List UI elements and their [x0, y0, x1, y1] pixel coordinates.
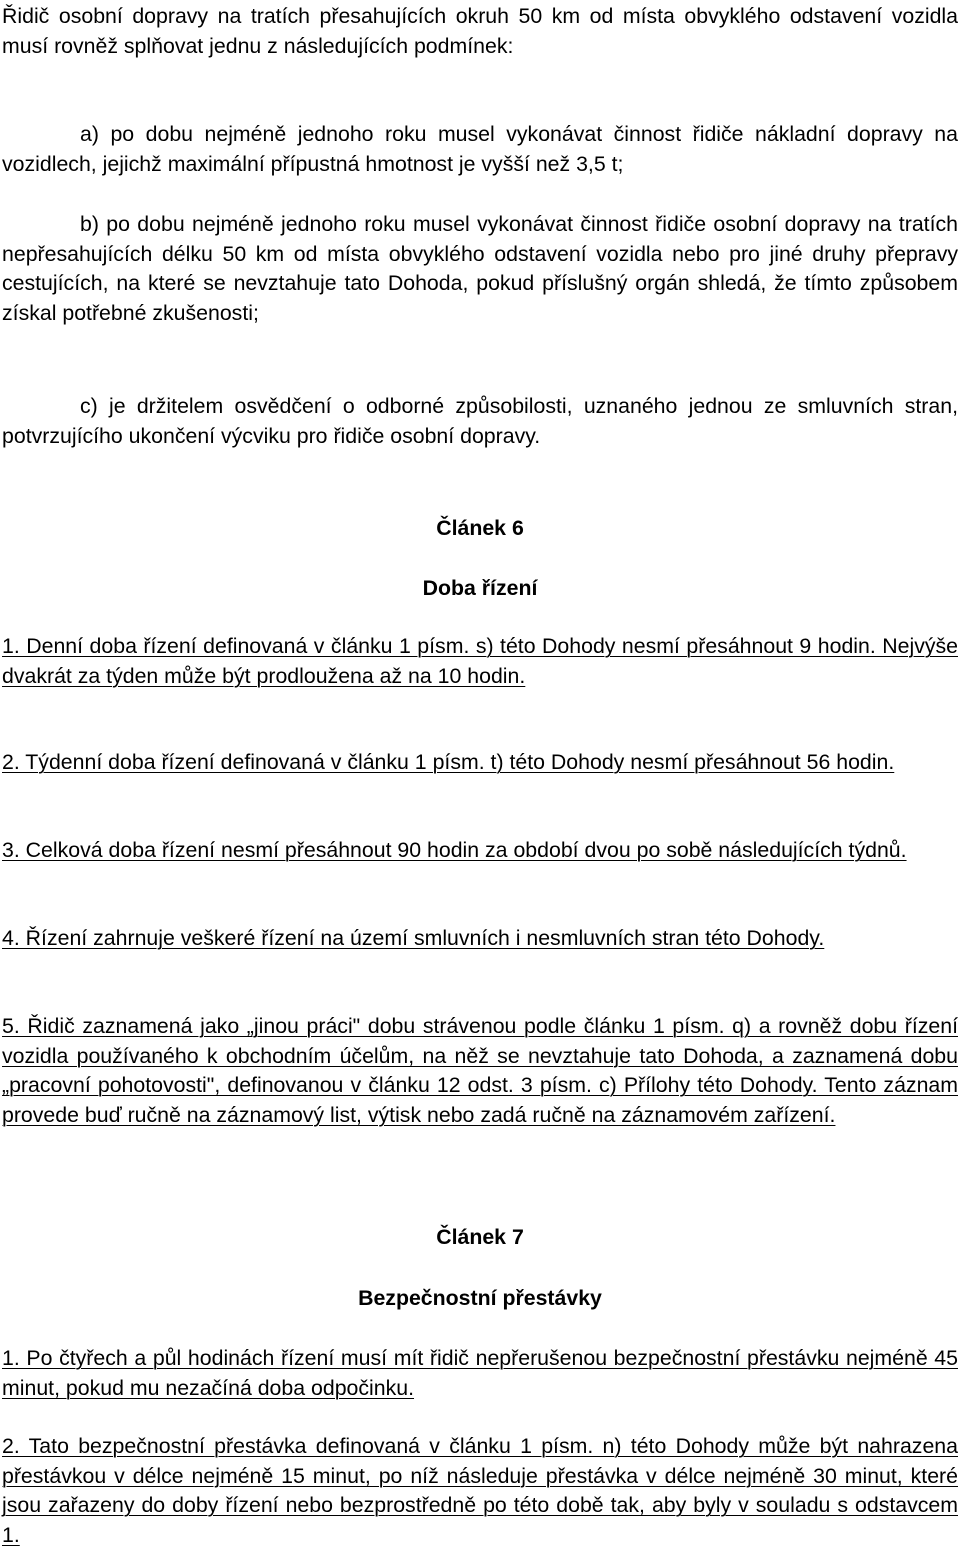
article-6-title: Doba řízení — [422, 576, 538, 600]
article-6-item-2: 2. Týdenní doba řízení definovaná v článku 1 písm. t) této Dohody nesmí přesáhnout 56 hodin. — [2, 750, 895, 774]
condition-c: c) je držitelem osvědčení o odborné způsobilosti, uznaného jednou ze smluvních stran, potvrzujícího ukončení výcviku pro řidiče osobní dopravy. — [2, 394, 958, 448]
article-6-item-3: 3. Celková doba řízení nesmí přesáhnout 90 hodin za období dvou po sobě následujících týdnů. — [2, 838, 907, 862]
intro-paragraph: Řidič osobní dopravy na tratích přesahujících okruh 50 km od místa obvyklého odstavení vozidla musí rovněž splňovat jednu z následujících podmínek: — [2, 4, 958, 58]
article-7-title: Bezpečnostní přestávky — [358, 1286, 602, 1310]
article-6-item-4: 4. Řízení zahrnuje veškeré řízení na území smluvních i nesmluvních stran této Dohody. — [2, 926, 825, 950]
article-6-item-1: 1. Denní doba řízení definovaná v článku 1 písm. s) této Dohody nesmí přesáhnout 9 hodin. Nejvýše dvakrát za týden může být prodloužena až na 10 hodin. — [2, 634, 958, 688]
article-7-item-1: 1. Po čtyřech a půl hodinách řízení musí mít řidič nepřerušenou bezpečnostní přestávku nejméně 45 minut, pokud mu nezačíná doba odpočinku. — [2, 1346, 958, 1400]
condition-a: a) po dobu nejméně jednoho roku musel vykonávat činnost řidiče nákladní dopravy na vozidlech, jejichž maximální přípustná hmotnost je vyšší než 3,5 t; — [2, 122, 958, 176]
article-7-number: Článek 7 — [436, 1225, 524, 1249]
article-7-item-2: 2. Tato bezpečnostní přestávka definovaná v článku 1 písm. n) této Dohody může být nahrazena přestávkou v délce nejméně 15 minut, po níž následuje přestávka v délce nejméně 30 minut, které jsou zařazeny do doby řízení nebo bezprostředně po této době tak, aby byly v souladu s odstavcem 1. — [2, 1434, 958, 1547]
article-6-number: Článek 6 — [436, 516, 524, 540]
article-6-item-5: 5. Řidič zaznamená jako „jinou práci" dobu strávenou podle článku 1 písm. q) a rovněž dobu řízení vozidla používaného k obchodním účelům, na něž se nevztahuje tato Dohoda, a zaznamená dobu „pracovní pohotovosti", definovanou v článku 12 odst. 3 písm. c) Přílohy této Dohody. Tento záznam provede buď ručně na záznamový list, výtisk nebo zadá ručně na záznamovém zařízení. — [2, 1014, 958, 1127]
condition-b: b) po dobu nejméně jednoho roku musel vykonávat činnost řidiče osobní dopravy na tratích nepřesahujících délku 50 km od místa obvyklého odstavení vozidla nebo pro jiné druhy přepravy cestujících, na které se nevztahuje tato Dohoda, pokud příslušný orgán shledá, že tímto způsobem získal potřebné zkušenosti; — [2, 212, 958, 325]
